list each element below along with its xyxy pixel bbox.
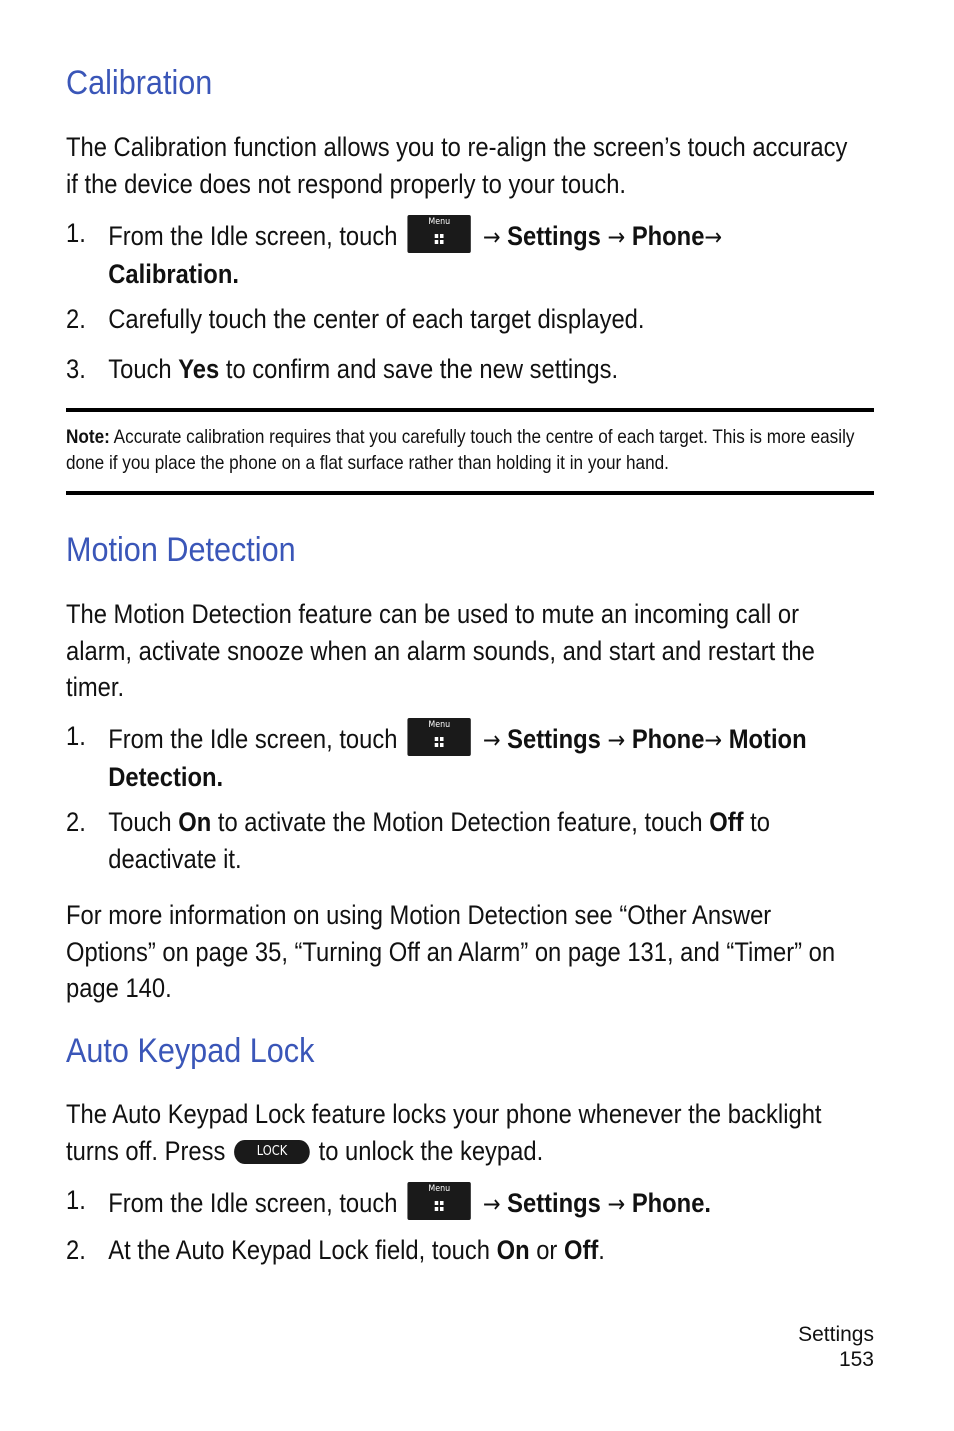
- calibration-intro: The Calibration function allows you to re-align the screen’s touch accuracy if the device does not respond properly to your touch.: [66, 132, 848, 199]
- motion-heading: Motion Detection: [66, 531, 296, 569]
- arrow-icon: →: [482, 726, 501, 754]
- calibration-note: Note: Accurate calibration requires that you carefully touch the centre of each target. This is more easily done if you place the phone on a flat surface rather than holding it in your hand.: [66, 426, 855, 474]
- calibration-heading: Calibration: [66, 64, 213, 102]
- note-bottom-rule: [66, 491, 874, 495]
- page-footer: [798, 1322, 874, 1372]
- arrow-icon: →: [704, 223, 723, 251]
- arrow-icon: →: [704, 726, 723, 754]
- menu-key-icon: Menu: [408, 215, 471, 253]
- autolock-intro: The Auto Keypad Lock feature locks your phone whenever the backlight turns off. Press LOCK to unlock the keypad.: [66, 1099, 822, 1166]
- arrow-icon: →: [482, 223, 501, 251]
- menu-grid-icon: [435, 737, 444, 747]
- arrow-icon: →: [607, 726, 626, 754]
- motion-intro: The Motion Detection feature can be used to mute an incoming call or alarm, activate snooze when an alarm sounds, and start and restart the timer.: [66, 599, 815, 702]
- page-number: 153: [838, 1348, 874, 1371]
- lock-key-icon: LOCK: [234, 1140, 310, 1164]
- menu-key-icon: Menu: [408, 1182, 471, 1220]
- menu-key-icon: Menu: [408, 718, 471, 756]
- arrow-icon: →: [482, 1190, 501, 1218]
- arrow-icon: →: [607, 223, 626, 251]
- menu-grid-icon: [435, 234, 444, 244]
- menu-grid-icon: [435, 1201, 444, 1211]
- arrow-icon: →: [607, 1190, 626, 1218]
- note-top-rule: [66, 408, 874, 412]
- footer-section: Settings: [798, 1323, 874, 1346]
- motion-more-info: For more information on using Motion Detection see “Other Answer Options” on page 35, “Turning Off an Alarm” on page 131, and “Timer” on page 140.: [66, 900, 836, 1003]
- autolock-heading: Auto Keypad Lock: [66, 1032, 315, 1070]
